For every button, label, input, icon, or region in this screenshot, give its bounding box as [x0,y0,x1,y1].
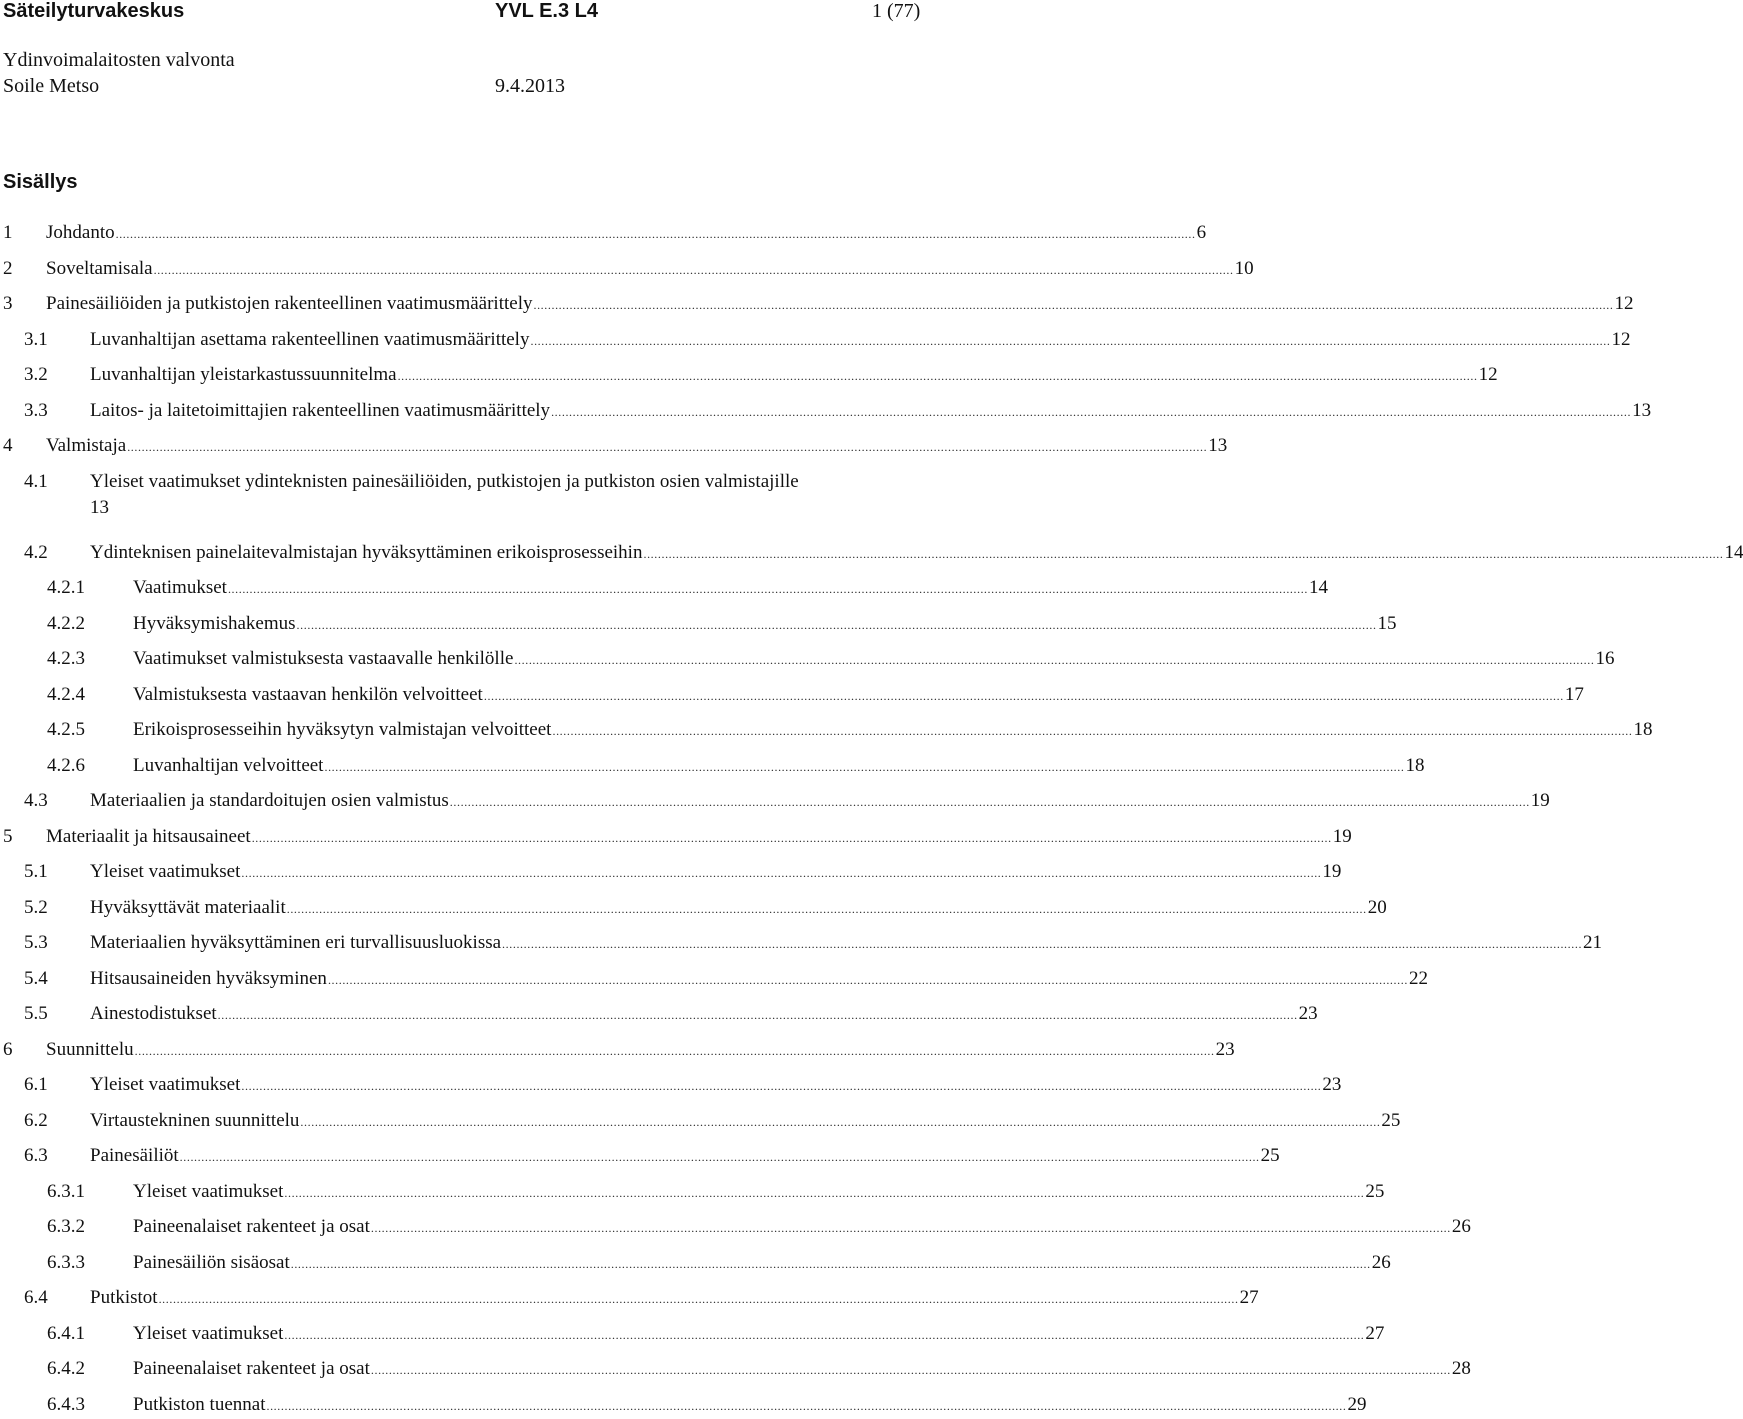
toc-entry-title: Johdanto [46,222,115,243]
toc-title: Sisällys [3,171,78,193]
toc-entry-title: Laitos- ja laitetoimittajien rakenteellinen vaatimusmäärittely [90,399,551,421]
toc-dot-leader: ............................................................................................................................................................................................................................................................................................................ [284,1185,1365,1200]
toc-entry-title: Yleiset vaatimukset ydinteknisten painesäiliöiden, putkistojen ja putkiston osien valmistajille [90,470,799,492]
toc-dot-leader: ............................................................................................................................................................................................................................................................................................................ [551,404,1632,419]
toc-entry-page: 12 [1478,364,1498,385]
toc-entry-number: 6.3.2 [47,1216,85,1237]
toc-entry-number: 6.1 [24,1074,48,1095]
toc-entry-number: 6.4.1 [47,1322,85,1344]
toc-dot-leader: ............................................................................................................................................................................................................................................................................................................ [179,1150,1260,1164]
toc-dot-leader: ............................................................................................................................................................................................................................................................................................................ [115,227,1196,241]
toc-entry[interactable] [0,966,1428,992]
toc-dot-leader: ............................................................................................................................................................................................................................................................................................................ [217,1008,1298,1022]
toc-entry-page: 25 [1365,1180,1385,1202]
toc-entry-title: Virtaustekninen suunnittelu [90,1109,300,1131]
toc-entry-number: 4.2.6 [47,754,85,776]
toc-entry-page: 20 [1367,896,1387,918]
toc-entry-page: 25 [1260,1145,1280,1166]
toc-entry-page: 13 [1208,435,1228,456]
toc-entry-title: Paineenalaiset rakenteet ja osat [133,1216,370,1237]
toc-dot-leader: ............................................................................................................................................................................................................................................................................................................ [483,688,1564,703]
toc-entry-page: 25 [1381,1109,1401,1131]
toc-entry-number: 4.3 [24,790,48,811]
toc-dot-leader: ............................................................................................................................................................................................................................................................................................................ [327,972,1408,987]
toc-entry[interactable] [0,220,1207,246]
toc-entry-page: 19 [1332,825,1352,847]
toc-entry-title: Luvanhaltijan velvoitteet [133,754,324,776]
toc-entry-title: Ydinteknisen painelaitevalmistajan hyväksyttäminen erikoisprosesseihin [90,541,643,563]
toc-dot-leader: ............................................................................................................................................................................................................................................................................................................ [284,1327,1365,1342]
toc-entry-number: 4.2.1 [47,577,85,598]
toc-entry-page: 12 [1614,293,1634,314]
toc-entry-page: 18 [1405,754,1425,776]
toc-entry-title: Painesäiliön sisäosat [133,1251,290,1273]
toc-entry-page: 18 [1633,719,1653,740]
toc-entry-number: 4.2.4 [47,683,85,705]
toc-entry-page: 17 [1564,683,1584,705]
toc-entry-page: 15 [1377,612,1397,634]
toc-entry-number: 6.3.3 [47,1251,85,1273]
toc-dot-leader: ............................................................................................................................................................................................................................................................................................................ [370,1221,1451,1235]
toc-entry[interactable] [0,1072,1342,1098]
toc-entry[interactable] [0,469,958,521]
organization-name: Säteilyturvakeskus [3,0,185,22]
toc-dot-leader: ............................................................................................................................................................................................................................................................................................................ [300,1114,1381,1129]
toc-entry-number: 6.4 [24,1287,48,1308]
toc-entry-number: 6 [3,1038,13,1060]
toc-entry-page: 26 [1451,1216,1471,1237]
toc-dot-leader: ............................................................................................................................................................................................................................................................................................................ [514,653,1595,667]
toc-entry[interactable] [0,256,1254,282]
author: Soile Metso [3,75,100,97]
toc-entry-page: 13 [1632,399,1652,421]
toc-entry-title: Materiaalien hyväksyttäminen eri turvallisuusluokissa [90,932,502,953]
toc-dot-leader: ............................................................................................................................................................................................................................................................................................................ [241,866,1322,880]
toc-dot-leader: ............................................................................................................................................................................................................................................................................................................ [397,369,1478,383]
toc-entry[interactable] [0,859,1342,885]
toc-entry-number: 6.4.3 [47,1393,85,1415]
toc-entry[interactable] [0,291,1634,317]
toc-entry-page: 21 [1583,932,1603,953]
toc-entry[interactable] [0,1392,1367,1418]
toc-entry-title: Soveltamisala [46,257,153,279]
toc-entry-title: Yleiset vaatimukset [90,1074,241,1095]
toc-entry-page: 16 [1595,648,1615,669]
toc-dot-leader: ............................................................................................................................................................................................................................................................................................................ [296,617,1377,632]
toc-dot-leader: ............................................................................................................................................................................................................................................................................................................ [324,759,1405,774]
toc-entry[interactable] [0,1285,1259,1311]
toc-entry-title: Valmistuksesta vastaavan henkilön velvoitteet [133,683,483,705]
toc-entry-number: 4 [3,435,13,456]
toc-entry-number: 5 [3,825,13,847]
toc-entry[interactable] [0,327,1631,353]
toc-entry-title: Painesäiliöiden ja putkistojen rakenteellinen vaatimusmäärittely [46,293,533,314]
toc-entry[interactable] [0,788,1550,814]
toc-entry-title: Putkiston tuennat [133,1393,266,1415]
toc-entry-number: 4.2.3 [47,648,85,669]
toc-entry-title: Yleiset vaatimukset [133,1180,284,1202]
toc-entry[interactable] [0,753,1425,779]
toc-entry-number: 3.3 [24,399,48,421]
toc-dot-leader: ............................................................................................................................................................................................................................................................................................................ [134,1043,1215,1058]
toc-entry[interactable] [0,682,1584,708]
toc-entry[interactable] [0,930,1603,956]
toc-entry-number: 4.2.5 [47,719,85,740]
toc-entry[interactable] [0,1001,1318,1027]
toc-entry-number: 4.2 [24,541,48,563]
toc-entry-title: Hitsausaineiden hyväksyminen [90,967,327,989]
toc-entry-title: Vaatimukset valmistuksesta vastaavalle henkilölle [133,648,514,669]
toc-entry[interactable] [0,646,1615,672]
toc-entry-title: Luvanhaltijan asettama rakenteellinen vaatimusmäärittely [90,328,530,350]
toc-dot-leader: ............................................................................................................................................................................................................................................................................................................ [251,830,1332,845]
toc-entry-title: Putkistot [90,1287,158,1308]
toc-entry-title: Yleiset vaatimukset [133,1322,284,1344]
toc-dot-leader: ............................................................................................................................................................................................................................................................................................................ [502,937,1583,951]
toc-entry-number: 6.3 [24,1145,48,1166]
toc-entry-number: 6.4.2 [47,1358,85,1379]
toc-entry-page: 23 [1215,1038,1235,1060]
toc-entry-number: 3.1 [24,328,48,350]
toc-entry[interactable] [0,398,1652,424]
toc-entry[interactable] [0,540,1743,566]
toc-entry-page: 26 [1371,1251,1391,1273]
toc-entry[interactable] [0,717,1653,743]
toc-entry-page: 22 [1408,967,1428,989]
toc-entry-number: 5.2 [24,896,48,918]
toc-dot-leader: ............................................................................................................................................................................................................................................................................................................ [127,440,1208,454]
toc-dot-leader: ............................................................................................................................................................................................................................................................................................................ [290,1256,1371,1271]
document-date: 9.4.2013 [495,75,565,97]
toc-dot-leader: ............................................................................................................................................................................................................................................................................................................ [153,262,1234,277]
toc-entry-title: Materiaalien ja standardoitujen osien valmistus [90,790,449,811]
toc-entry[interactable] [0,1250,1391,1276]
toc-entry[interactable] [0,1321,1385,1347]
toc-entry-number: 5.4 [24,967,48,989]
toc-entry-number: 5.1 [24,861,48,882]
toc-entry-number: 1 [3,222,13,243]
toc-entry[interactable] [0,824,1352,850]
toc-entry-title: Paineenalaiset rakenteet ja osat [133,1358,370,1379]
toc-entry[interactable] [0,1214,1471,1240]
toc-entry[interactable] [0,1179,1385,1205]
toc-entry[interactable] [0,1037,1235,1063]
toc-dot-leader: ............................................................................................................................................................................................................................................................................................................ [643,546,1724,561]
toc-entry-number: 6.3.1 [47,1180,85,1202]
toc-dot-leader: ............................................................................................................................................................................................................................................................................................................ [286,901,1367,916]
toc-entry[interactable] [0,362,1498,388]
toc-entry-page: 27 [1239,1287,1259,1308]
toc-entry-number: 6.2 [24,1109,48,1131]
toc-entry-title: Ainestodistukset [90,1003,217,1024]
toc-dot-leader: ............................................................................................................................................................................................................................................................................................................ [449,795,1530,809]
toc-entry-page: 29 [1347,1393,1367,1415]
toc-entry-page: 12 [1611,328,1631,350]
toc-entry-title: Hyväksyttävät materiaalit [90,896,286,918]
toc-entry-page: 14 [1308,577,1328,598]
toc-entry[interactable] [0,1356,1471,1382]
toc-entry-page: 14 [1724,541,1743,563]
toc-dot-leader: ............................................................................................................................................................................................................................................................................................................ [266,1398,1347,1413]
toc-dot-leader: ............................................................................................................................................................................................................................................................................................................ [241,1079,1322,1093]
toc-entry-page: 28 [1451,1358,1471,1379]
toc-entry-number: 4.2.2 [47,612,85,634]
toc-dot-leader: ............................................................................................................................................................................................................................................................................................................ [158,1292,1239,1306]
toc-entry-page: 27 [1365,1322,1385,1344]
toc-entry-title: Vaatimukset [133,577,227,598]
toc-dot-leader: ............................................................................................................................................................................................................................................................................................................ [533,298,1614,312]
toc-entry-number: 5.3 [24,932,48,953]
toc-dot-leader: ............................................................................................................................................................................................................................................................................................................ [552,724,1633,738]
toc-entry[interactable] [0,433,1228,459]
toc-entry-title: Hyväksymishakemus [133,612,296,634]
toc-dot-leader: ............................................................................................................................................................................................................................................................................................................ [227,582,1308,596]
toc-entry-page: 6 [1196,222,1207,243]
toc-entry-page: 19 [1530,790,1550,811]
toc-entry-number: 4.1 [24,470,48,492]
toc-entry-page: 23 [1298,1003,1318,1024]
toc-entry-number: 3 [3,293,13,314]
toc-entry-title: Erikoisprosesseihin hyväksytyn valmistajan velvoitteet [133,719,552,740]
toc-entry-number: 3.2 [24,364,48,385]
toc-dot-leader: ............................................................................................................................................................................................................................................................................................................ [530,333,1611,348]
toc-entry-number: 2 [3,257,13,279]
toc-entry-title: Materiaalit ja hitsausaineet [46,825,251,847]
document-id: YVL E.3 L4 [495,0,599,22]
toc-entry-page: 23 [1322,1074,1342,1095]
toc-entry[interactable] [0,895,1387,921]
toc-entry[interactable] [0,1143,1280,1169]
toc-entry-title: Painesäiliöt [90,1145,179,1166]
page-info: 1 (77) [872,0,921,22]
toc-entry[interactable] [0,611,1397,637]
toc-entry[interactable] [0,1108,1401,1134]
toc-dot-leader: ............................................................................................................................................................................................................................................................................................................ [370,1363,1451,1377]
toc-entry[interactable] [0,575,1328,601]
toc-entry-title: Valmistaja [46,435,127,456]
toc-entry-number: 5.5 [24,1003,48,1024]
toc-entry-title: Suunnittelu [46,1038,134,1060]
toc-entry-title: Luvanhaltijan yleistarkastussuunnitelma [90,364,397,385]
toc-entry-page: 13 [90,496,109,518]
toc-entry-page: 10 [1234,257,1254,279]
toc-entry-page: 19 [1322,861,1342,882]
department: Ydinvoimalaitosten valvonta [3,49,235,71]
toc-entry-title: Yleiset vaatimukset [90,861,241,882]
